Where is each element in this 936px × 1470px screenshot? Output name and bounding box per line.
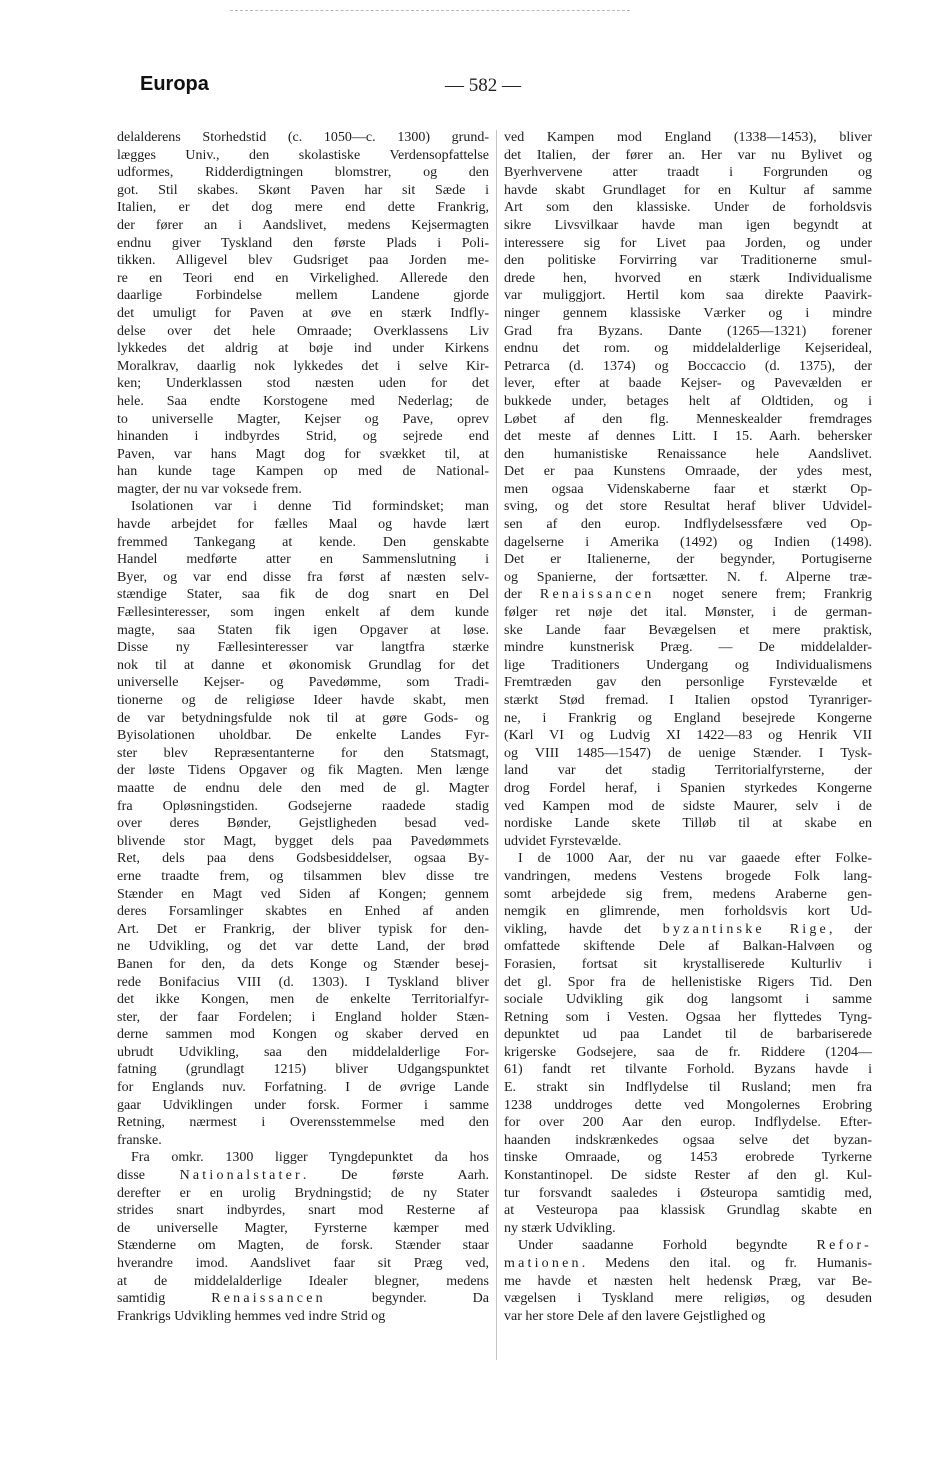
- text-line: de var betydningsfulde nok til at gøre Gods- og: [117, 710, 489, 726]
- text-line: det meste af dennes Litt. I 15. Aarh. behersker: [504, 429, 872, 445]
- text-line: endnu giver Tyskland den første Plads i Poli-: [117, 235, 489, 251]
- page-title: Europa: [140, 73, 209, 95]
- text-line: somt arbejdede sig frem, medens Araberne gen-: [504, 886, 872, 902]
- text-line: endnu det rom. og middelalderlige Kejserideal,: [504, 341, 872, 357]
- text-line: vandringen, medens Vestens brogede Folk lang-: [504, 868, 872, 884]
- text-line: Retning som i Vesten. Ogsaa her flyttedes Tyng-: [504, 1009, 872, 1025]
- text-line: delalderens Storhedstid (c. 1050—c. 1300) grund-: [117, 130, 489, 145]
- text-line: Under saadanne Forhold begyndte Refor-: [518, 1238, 872, 1254]
- text-line: havde skabt Grundlaget for en Kultur af samme: [504, 182, 872, 198]
- text-line: hverandre imod. Aandslivet faar sit Præg ved,: [117, 1256, 489, 1271]
- right-column: [504, 129, 872, 1325]
- text-line: lægges Univ., den skolastiske Verdensopfattelse: [117, 147, 489, 163]
- text-line: Forasien, fortsat sit krystalliserede Kulturliv i: [504, 956, 872, 972]
- text-line: to universelle Magter, Kejser og Pave, oprev: [117, 411, 489, 427]
- text-line: ne, i Frankrig og England besejrede Kongerne: [504, 710, 872, 726]
- text-line: følger ret nøje det ital. Mønster, i de german-: [504, 605, 872, 621]
- text-line: ninger gennem klassiske Værker og i mindre: [504, 305, 872, 321]
- text-line: nok til at danne et økonomisk Grundlag for det: [117, 657, 489, 673]
- text-line: blivende stor Magt, bygget dels paa Pavedømmets: [117, 833, 489, 849]
- text-line: havde arbejdet for fælles Maal og havde lært: [117, 517, 489, 533]
- text-line: magte, saa Staten fik igen Opgaver at løse.: [117, 622, 489, 638]
- text-line: over deres Bønder, Gejstligheden besad ved-: [117, 816, 489, 832]
- text-line: Løbet af den flg. Menneskealder fremdrages: [504, 411, 872, 427]
- text-line: der fører an i Aandslivet, medens Kejsermagten: [117, 217, 489, 233]
- text-line: drede hen, hvorved en stærk Individualisme: [504, 270, 872, 286]
- text-line: Byer, og var end disse fra først af næsten selv-: [117, 569, 489, 585]
- top-rule: [230, 10, 630, 11]
- text-line: Retning, nærmest i Overensstemmelse med den: [117, 1115, 489, 1131]
- text-line: Art. Det er Frankrig, der bliver typisk for den-: [117, 921, 489, 937]
- text-line: derne sammen mod Kongen og skaber derved en: [117, 1027, 489, 1043]
- text-line: de universelle Magter, Fyrsterne kæmper med: [117, 1220, 489, 1236]
- text-line: han kunde tage Kampen op med de National-: [117, 464, 489, 480]
- text-line: dagelserne i Amerika (1492) og Indien (1498).: [504, 534, 872, 550]
- text-line: land var det stadig Territorialfyrsterne, der: [504, 763, 872, 779]
- text-line: Banen for den, da dets Konge og Stænder besej-: [117, 956, 489, 972]
- text-line: sociale Udvikling gik dog langsomt i samme: [504, 992, 872, 1008]
- text-line: rede Bonifacius VIII (d. 1303). I Tyskland bliver: [117, 974, 489, 990]
- text-line: ubrudt Udvikling, saa den middelalderlige For-: [117, 1044, 489, 1060]
- text-line: Byerhvervene atter traadt i Forgrunden og: [504, 165, 872, 181]
- text-line: for over 200 Aar den europ. Indflydelse. Efter-: [504, 1115, 872, 1131]
- text-line: haanden indskrænkedes ogsaa selve det byzan-: [504, 1132, 872, 1148]
- text-line: Petrarca (d. 1374) og Boccaccio (d. 1375), der: [504, 358, 872, 374]
- text-line: 1238 unddroges dette ved Mongolernes Erobring: [504, 1097, 872, 1113]
- text-line: det gl. Spor fra de hellenistiske Rigers Tid. Den: [504, 974, 872, 990]
- text-line: der løste Tidens Opgaver og fik Magten. Men længe: [117, 763, 489, 779]
- text-line: mationen. Medens den ital. og fr. Humanis-: [504, 1256, 872, 1271]
- text-line: Fra omkr. 1300 ligger Tyngdepunktet da hos: [131, 1150, 489, 1166]
- text-line: ske Lande faar Bevægelsen et mere praktisk,: [504, 622, 872, 638]
- text-line: det Italien, der fører an. Her var nu Bylivet og: [504, 147, 872, 163]
- text-line: fatning (grundlagt 1215) bliver Udgangspunktet: [117, 1062, 489, 1078]
- text-line: drog Fordel heraf, i Spanien styrkedes Kongerne: [504, 780, 872, 796]
- text-line: udformes, Ridderdigtningen blomstrer, og den: [117, 165, 489, 181]
- text-line: Ret, dels paa dens Godsbesiddelser, ogsaa By-: [117, 851, 489, 867]
- text-line: vikling, havde det byzantinske Rige, der: [504, 921, 873, 937]
- text-line: tionerne og de religiøse Ideer havde skabt, men: [117, 693, 489, 708]
- text-line: for Englands nuv. Forfatning. I de øvrige Lande: [117, 1080, 489, 1096]
- text-line: Byisolationen uholdbar. De enkelte Landes Fyr-: [117, 728, 489, 744]
- text-line: ken; Underklassen stod næsten uden for det: [117, 376, 489, 392]
- text-line: lever, efter at baade Kejser- og Pavevælden er: [504, 376, 872, 392]
- text-line: strides snart indbyrdes, snart mod Resterne af: [117, 1203, 489, 1219]
- text-line: tur forsvandt saaledes i Østeuropa samtidig med,: [504, 1185, 872, 1201]
- text-line: sving, og det store Resultat heraf bliver Udvidel-: [504, 499, 872, 515]
- text-line: derefter er en urolig Brydningstid; de ny Stater: [117, 1185, 489, 1201]
- text-line: daarlige Forbindelse mellem Landene gjorde: [117, 288, 489, 304]
- text-line: I de 1000 Aar, der nu var gaaede efter Folke-: [518, 851, 872, 867]
- text-line: hinanden i indbyrdes Strid, og sejrede end: [117, 429, 489, 445]
- text-line: magter, der nu var voksede frem.: [117, 481, 302, 497]
- text-line: depunktet ud paa Landet til de barbariserede: [504, 1027, 872, 1043]
- text-line: Grad fra Byzans. Dante (1265—1321) forener: [504, 323, 872, 339]
- text-line: franske.: [117, 1132, 162, 1148]
- text-line: interessere sig for Livet paa Jorden, og under: [504, 235, 872, 251]
- text-line: fra Opløsningstiden. Godsejerne raadede stadig: [117, 798, 489, 814]
- page-number: — 582 —: [445, 75, 521, 96]
- text-line: den humanistiske Renaissance hele Aandslivet.: [504, 446, 872, 462]
- text-line: delse over det hele Omraade; Overklassens Liv: [117, 323, 489, 339]
- text-line: hele. Saa endte Korstogene med Nederlag; de: [117, 393, 489, 409]
- text-line: bukkede under, betages helt af Oldtiden, og i: [504, 393, 872, 409]
- text-line: men ogsaa Videnskaberne faar et stærkt Op-: [504, 481, 872, 497]
- text-line: at Vesteuropa paa klassisk Grundlag skabte en: [504, 1203, 872, 1219]
- text-line: got. Stil skabes. Skønt Paven har sit Sæde i: [117, 182, 489, 198]
- text-line: omfattede skiftende Dele af Balkan-Halvøen og: [504, 939, 872, 955]
- text-line: tinske Omraade, og 1453 erobrede Tyrkerne: [504, 1150, 872, 1166]
- text-line: var her store Dele af den lavere Gejstlighed og: [504, 1308, 766, 1324]
- text-line: Moralkrav, daarlig nok lykkedes det i selve Kir-: [117, 358, 489, 374]
- text-line: vægelsen i Tyskland mere religiøs, og desuden: [504, 1291, 872, 1307]
- text-line: (Karl VI og Ludvig XI 1422—83 og Henrik VII: [504, 728, 872, 744]
- text-line: der Renaissancen noget senere frem; Frankrig: [504, 587, 872, 603]
- text-line: Art som den klassiske. Under de forholdsvis: [504, 200, 872, 216]
- text-line: Det er paa Kunstens Omraade, der ydes mest,: [504, 464, 872, 480]
- text-line: gaar Udviklingen under forsk. Former i samme: [117, 1097, 489, 1113]
- text-line: den politiske Forvirring var Traditionerne smul-: [504, 253, 872, 269]
- text-line: Stænderne om Magten, de forsk. Stænder staar: [117, 1238, 489, 1254]
- text-line: E. strakt sin Indflydelse til Rusland; men fra: [504, 1080, 872, 1096]
- text-line: at de middelalderlige Idealer blegner, medens: [117, 1273, 489, 1289]
- text-line: lykkedes det aldrig at bøje ind under Kirkens: [117, 341, 489, 357]
- text-line: sikre Livsvilkaar havde man igen begyndt at: [504, 217, 872, 233]
- text-line: deres Forsamlinger skabtes en Enhed af anden: [117, 904, 489, 920]
- text-line: erne traadte frem, og tilsammen blev disse tre: [117, 868, 489, 884]
- text-line: ved Kampen mod England (1338—1453), bliver: [504, 130, 872, 145]
- text-line: tikken. Alligevel blev Gudsriget paa Jorden me-: [117, 253, 489, 269]
- text-line: Frankrigs Udvikling hemmes ved indre Strid og: [117, 1308, 386, 1324]
- text-line: Isolationen var i denne Tid formindsket; man: [131, 499, 489, 515]
- text-line: mindre kunstnerisk Præg. — De middelalder-: [504, 640, 872, 656]
- text-line: 61) fandt ret tilvante Forhold. Byzans havde i: [504, 1062, 872, 1078]
- text-line: disse Nationalstater. De første Aarh.: [117, 1168, 489, 1184]
- text-line: og Spanierne, der fortsætter. N. f. Alperne træ-: [504, 569, 872, 585]
- text-line: Italien, er det dog mere end dette Frankrig,: [117, 200, 489, 216]
- text-line: ster blev Repræsentanterne for den Statsmagt,: [117, 745, 489, 761]
- text-line: ster, der faar Fordelen; i England holder Stæn-: [117, 1009, 489, 1025]
- text-line: var muliggjort. Hertil kom saa direkte Paavirk-: [504, 288, 872, 304]
- text-line: det umuligt for Paven at øve en stærk Indfly-: [117, 305, 489, 321]
- left-column: [117, 129, 489, 1325]
- text-line: Handel medførte atter en Sammenslutning i: [117, 552, 489, 568]
- text-line: Disse ny Fællesinteresser var langtfra stærke: [117, 640, 489, 656]
- text-line: Konstantinopel. De sidste Rester af den gl. Kul-: [504, 1168, 872, 1184]
- text-line: re en Teori end en Virkelighed. Allerede den: [117, 270, 489, 286]
- text-line: det ikke Kongen, men de enkelte Territorialfyr-: [117, 992, 489, 1008]
- text-line: nordiske Lande skete Tilløb til at skabe en: [504, 816, 872, 832]
- text-line: sen af den europ. Indflydelsessfære ved Op-: [504, 517, 872, 533]
- text-line: ny stærk Udvikling.: [504, 1220, 616, 1236]
- text-line: udvidet Fyrstevælde.: [504, 833, 622, 849]
- text-line: stærkt Stød fremad. I Italien opstod Tyranriger-: [504, 693, 872, 708]
- text-line: Det er Italienerne, der begynder, Portugiserne: [504, 552, 872, 568]
- text-line: krigerske Godsejere, saa de fr. Riddere (1204—: [504, 1044, 872, 1060]
- text-line: Fremtræden gav den personlige Fyrstevælde et: [504, 675, 872, 691]
- text-line: maatte de endnu dele den med de gl. Magter: [117, 780, 489, 796]
- text-line: og VIII 1485—1547) de uenige Stænder. I Tysk-: [504, 745, 872, 761]
- text-line: fremmed Tankegang at kende. Den genskabte: [117, 534, 489, 550]
- text-line: lige Traditioners Undergang og Individualismens: [504, 657, 872, 673]
- text-line: ved Kampen mod de sidste Maurer, selv i de: [504, 798, 872, 814]
- column-divider: [496, 130, 497, 1360]
- text-line: Paven, var hans Magt dog for svækket til, at: [117, 446, 489, 462]
- text-line: universelle Kejser- og Pavedømme, som Tradi-: [117, 675, 489, 691]
- text-line: nemgik en glimrende, men forholdsvis kort Ud-: [504, 904, 872, 920]
- text-line: stændige Stater, saa fik de dog snart en Del: [117, 587, 489, 603]
- text-line: ne Udvikling, og det var dette Land, der brød: [117, 939, 489, 955]
- text-line: samtidig Renaissancen begynder. Da: [117, 1291, 489, 1307]
- text-line: me havde et næsten helt hedensk Præg, var Be-: [504, 1273, 872, 1289]
- text-line: Fællesinteresser, som ingen enkelt af dem kunde: [117, 605, 489, 621]
- text-line: Stænder en Magt ved Siden af Kongen; gennem: [117, 886, 489, 902]
